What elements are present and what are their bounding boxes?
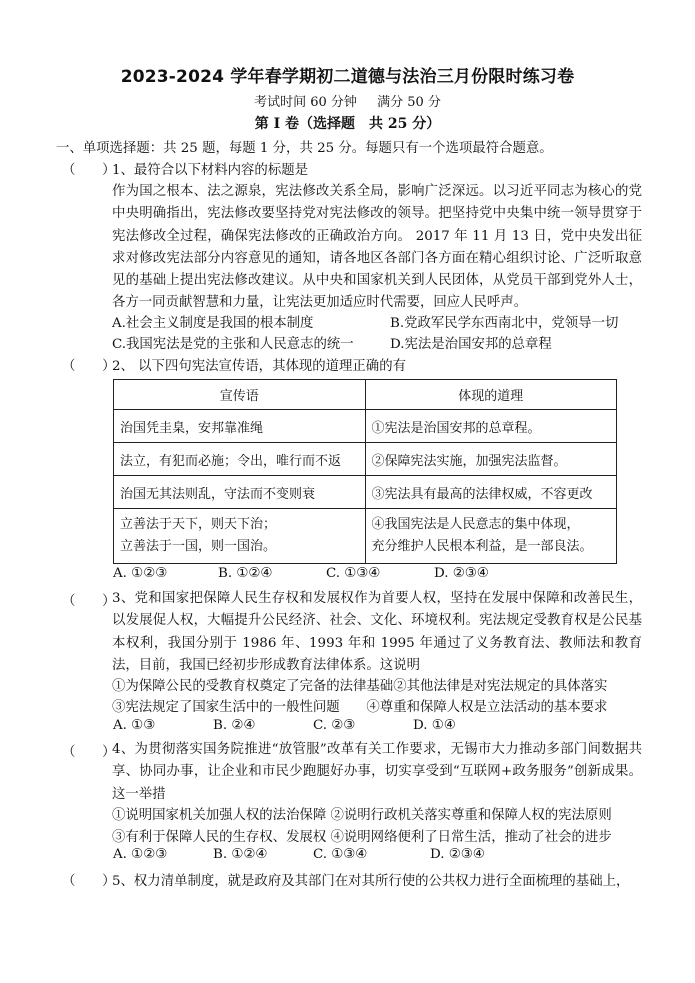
table-row xyxy=(114,509,617,564)
exam-score: 满分 50 分 xyxy=(377,95,441,110)
reason-cell: ③宪法具有最高的法律权威，不容更改 xyxy=(365,476,617,509)
table-header-reason: 体现的道理 xyxy=(365,380,617,410)
q3-option-d[interactable]: D. ①④ xyxy=(413,718,456,733)
q4-stem: 4、为贯彻落实国务院推进“放管服”改革有关工作要求，无锡市大力推动多部门间数据共享、协同办事，让企业和市民少跑腿好办事，切实享受到“互联网+政务服务”创新成果。这一举措 xyxy=(112,742,642,802)
slogan-cell: 治国凭圭臬，安邦靠准绳 xyxy=(114,410,366,443)
reason-line: ④我国宪法是人民意志的集中体现， xyxy=(371,517,580,532)
q1-option-d[interactable]: D.宪法是治国安邦的总章程 xyxy=(390,337,552,352)
q4-option-a[interactable]: A. ①②③ xyxy=(113,847,168,862)
section-heading: 第 I 卷（选择题 共 25 分） xyxy=(254,116,441,132)
answer-blank-q4[interactable]: （ ） xyxy=(62,745,116,760)
slogan-line: 立善法于天下，则天下治； xyxy=(120,517,277,532)
slogan-table xyxy=(113,379,617,564)
answer-blank-q1[interactable]: （ ） xyxy=(62,163,116,178)
q3-option-c[interactable]: C. ②③ xyxy=(313,718,356,733)
table-row xyxy=(114,443,617,476)
q2-option-d[interactable]: D. ②③④ xyxy=(434,566,489,581)
q2-option-b[interactable]: B. ①②④ xyxy=(218,566,273,581)
slogan-cell xyxy=(114,509,366,564)
q1-option-c[interactable]: C.我国宪法是党的主张和人民意志的统一 xyxy=(112,337,354,352)
exam-time: 考试时间 60 分钟 xyxy=(254,95,357,110)
q3-statements-line-2: ③宪法规定了国家生活中的一般性问题 ④尊重和保障人权是立法活动的基本要求 xyxy=(112,700,608,715)
answer-blank-q5[interactable]: （ ） xyxy=(62,874,116,889)
q4-statements-line-2: ③有利于保障人民的生存权、发展权 ④说明网络便利了日常生活，推动了社会的进步 xyxy=(112,830,612,845)
answer-blank-q3[interactable]: （ ） xyxy=(62,594,116,609)
q2-option-c[interactable]: C. ①③④ xyxy=(326,566,381,581)
table-row xyxy=(114,410,617,443)
reason-line: 充分维护人民根本利益，是一部良法。 xyxy=(371,539,593,554)
table-header-row xyxy=(114,380,617,410)
q4-statements-line-1: ①说明国家机关加强人权的法治保障 ②说明行政机关落实尊重和保障人权的宪法原则 xyxy=(112,808,612,823)
q1-stem: 1、最符合以下材料内容的标题是 xyxy=(112,163,308,178)
q3-stem: 3、党和国家把保障人民生存权和发展权作为首要人权，坚持在发展中保障和改善民生，以发展促人权，大幅提升公民经济、社会、文化、环境权利。宪法规定受教育权是公民基本权利，我国分别于 1986 年、1993 年和 1995 年通过了义务教育法、教师法和教育法，目前，我国已经初步形成教育法律体系。这说明 xyxy=(112,591,642,673)
slogan-cell: 治国无其法则乱，守法而不变则衰 xyxy=(114,476,366,509)
q4-option-c[interactable]: C. ①③④ xyxy=(313,847,368,862)
slogan-cell: 法立，有犯而必施；令出，唯行而不返 xyxy=(114,443,366,476)
slogan-line: 立善法于一国，则一国治。 xyxy=(120,539,277,554)
q4-option-b[interactable]: B. ①②④ xyxy=(213,847,268,862)
reason-cell: ②保障宪法实施，加强宪法监督。 xyxy=(365,443,617,476)
q1-option-a[interactable]: A.社会主义制度是我国的根本制度 xyxy=(112,316,314,331)
q2-stem: 2、 以下四句宪法宣传语，其体现的道理正确的有 xyxy=(112,359,406,374)
section-instruction: 一、单项选择题：共 25 题，每题 1 分，共 25 分。每题只有一个选项最符合题意。 xyxy=(56,141,553,156)
q1-material: 作为国之根本、法之源泉，宪法修改关系全局，影响广泛深远。以习近平同志为核心的党中央明确指出，宪法修改要坚持党对宪法修改的领导。把坚持党中央集中统一领导贯穿于宪法修改全过程，确保宪法修改的正确政治方向。 2017 年 11 月 13 日，党中央发出征求对修改宪法部分内容意见的通知，请各地区各部门各方面在精心组织讨论、广泛听取意见的基础上提出宪法修改建议。从中央和国家机关到人民团体，从党员干部到党外人士，各方一同贡献智慧和力量，让宪法更加适应时代需要，回应人民呼声。 xyxy=(112,184,642,311)
q3-option-a[interactable]: A. ①③ xyxy=(113,718,156,733)
reason-cell xyxy=(365,509,617,564)
reason-cell: ①宪法是治国安邦的总章程。 xyxy=(365,410,617,443)
table-row xyxy=(114,476,617,509)
exam-title: 2023-2024 学年春学期初二道德与法治三月份限时练习卷 xyxy=(120,67,575,87)
q2-option-a[interactable]: A. ①②③ xyxy=(113,566,168,581)
table-header-slogan: 宣传语 xyxy=(114,380,366,410)
q1-option-b[interactable]: B.党政军民学东西南北中，党领导一切 xyxy=(390,316,619,331)
q3-statements-line-1: ①为保障公民的受教育权奠定了完备的法律基础②其他法律是对宪法规定的具体落实 xyxy=(112,679,608,694)
q3-option-b[interactable]: B. ②④ xyxy=(213,718,256,733)
q4-option-d[interactable]: D. ②③④ xyxy=(430,847,485,862)
q5-stem: 5、权力清单制度，就是政府及其部门在对其所行使的公共权力进行全面梳理的基础上， xyxy=(112,874,630,889)
exam-info xyxy=(0,91,695,110)
answer-blank-q2[interactable]: （ ） xyxy=(62,359,116,374)
